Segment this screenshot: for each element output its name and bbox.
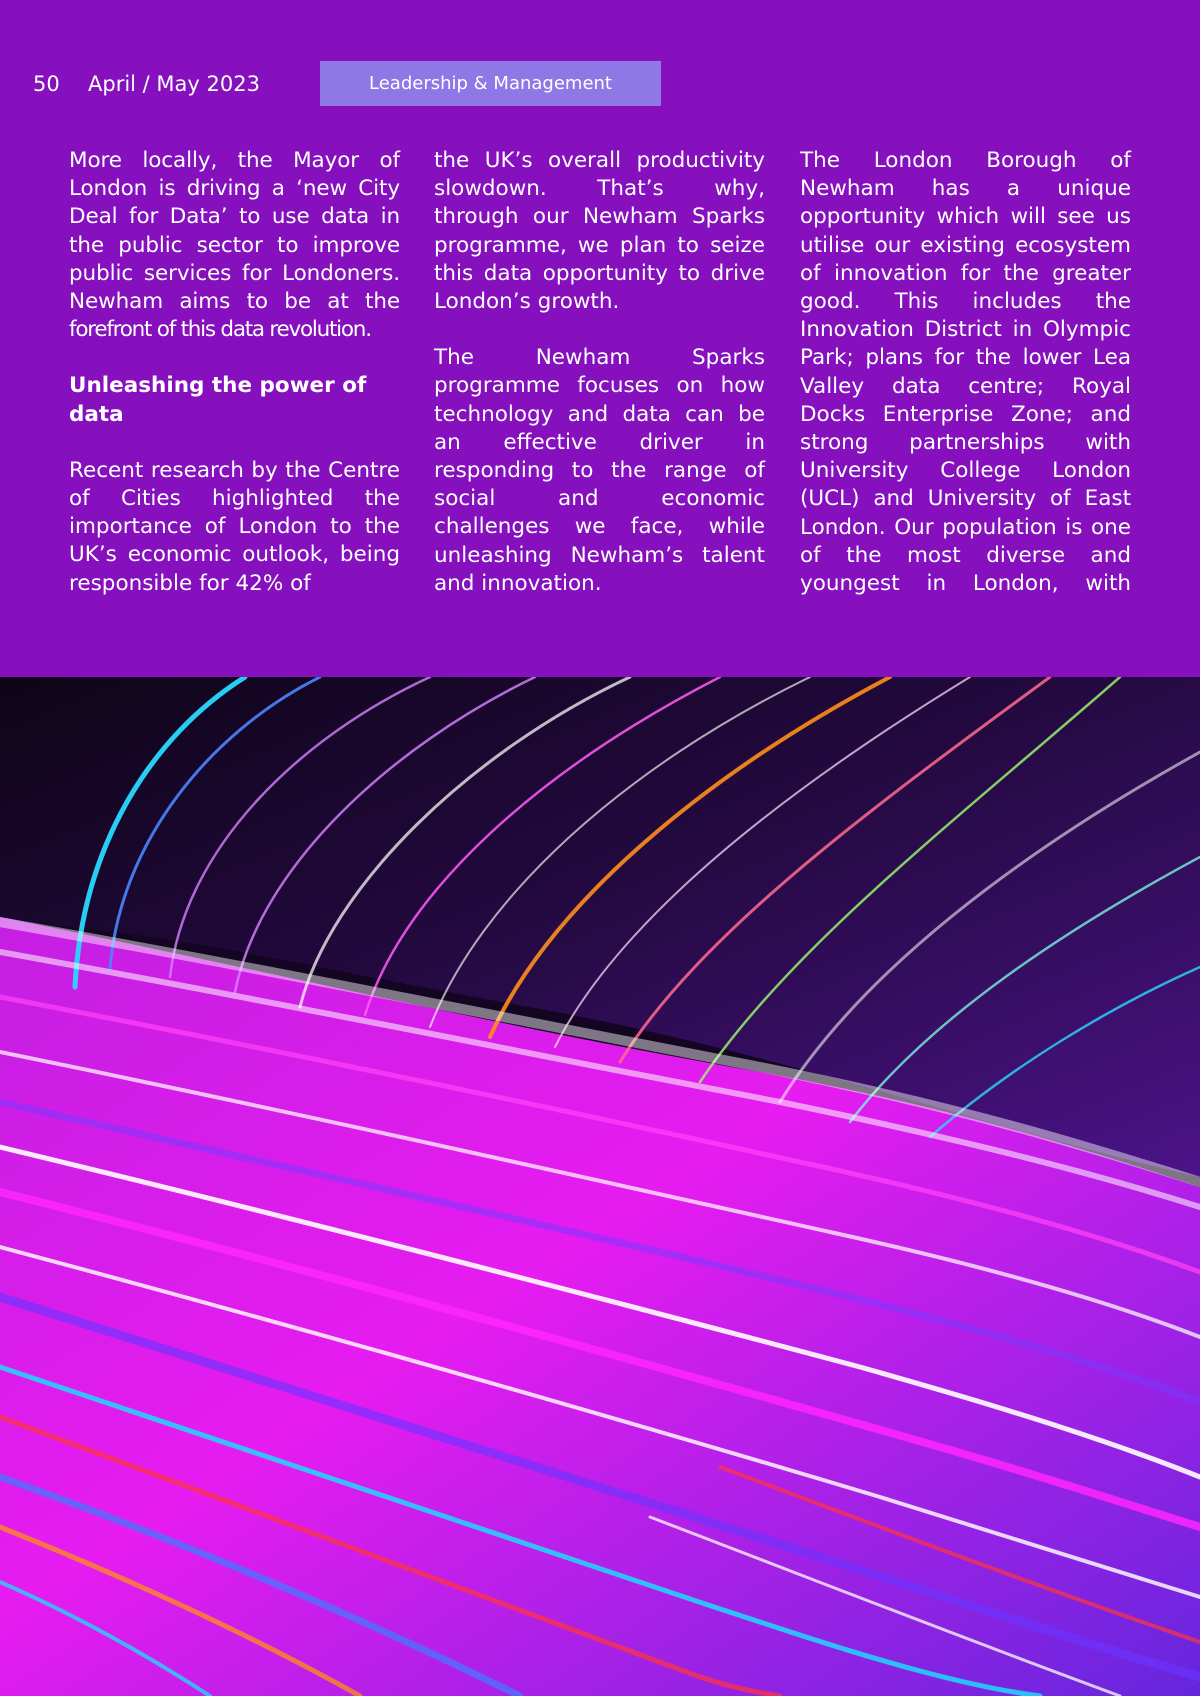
paragraph-text: More locally, the Mayor of London is driving a ‘new City Deal for Data’ to use data in the public sector to improve public services for Londoners. Newham aims to be at the — [69, 148, 400, 315]
page-header — [0, 0, 1200, 140]
article-column-1 — [69, 147, 400, 598]
article-paragraph: The London Borough of Newham has a unique opportunity which will see us utilise our existing ecosystem of innovation for the greater good. This includes the Innovation District in Olympic Park; plans for the lower Lea Valley data centre; Royal Docks Enterprise Zone; and strong partnerships with University College London (UCL) and University of East London. Our population is one of the most diverse and youngest in London, with — [800, 148, 1131, 597]
page-number: 50 — [33, 72, 60, 96]
issue-date: April / May 2023 — [88, 72, 260, 96]
article-column-2 — [434, 147, 765, 598]
light-trails-graphic — [0, 677, 1200, 1696]
article-paragraph — [69, 147, 400, 344]
article-column-3 — [800, 147, 1131, 598]
article-paragraph: the UK’s overall productivity slowdown. That’s why, through our Newham Sparks programme, we plan to seize this data opportunity to drive London’s growth. — [434, 148, 765, 315]
article-paragraph: Recent research by the Centre of Cities highlighted the importance of London to the UK’s economic outlook, being responsible for 42% of — [69, 457, 400, 596]
section-tag: Leadership & Management — [320, 61, 661, 106]
article-subheading: Unleashing the power of data — [69, 373, 367, 427]
article-body — [69, 147, 1132, 607]
article-paragraph: The Newham Sparks programme focuses on how technology and data can be an effective driver in responding to the range of social and economic challenges we face, while unleashing Newham’s talent and innovation. — [434, 345, 765, 596]
paragraph-last-line: forefront of this data revolution. — [69, 317, 371, 343]
light-trails-image — [0, 677, 1200, 1696]
